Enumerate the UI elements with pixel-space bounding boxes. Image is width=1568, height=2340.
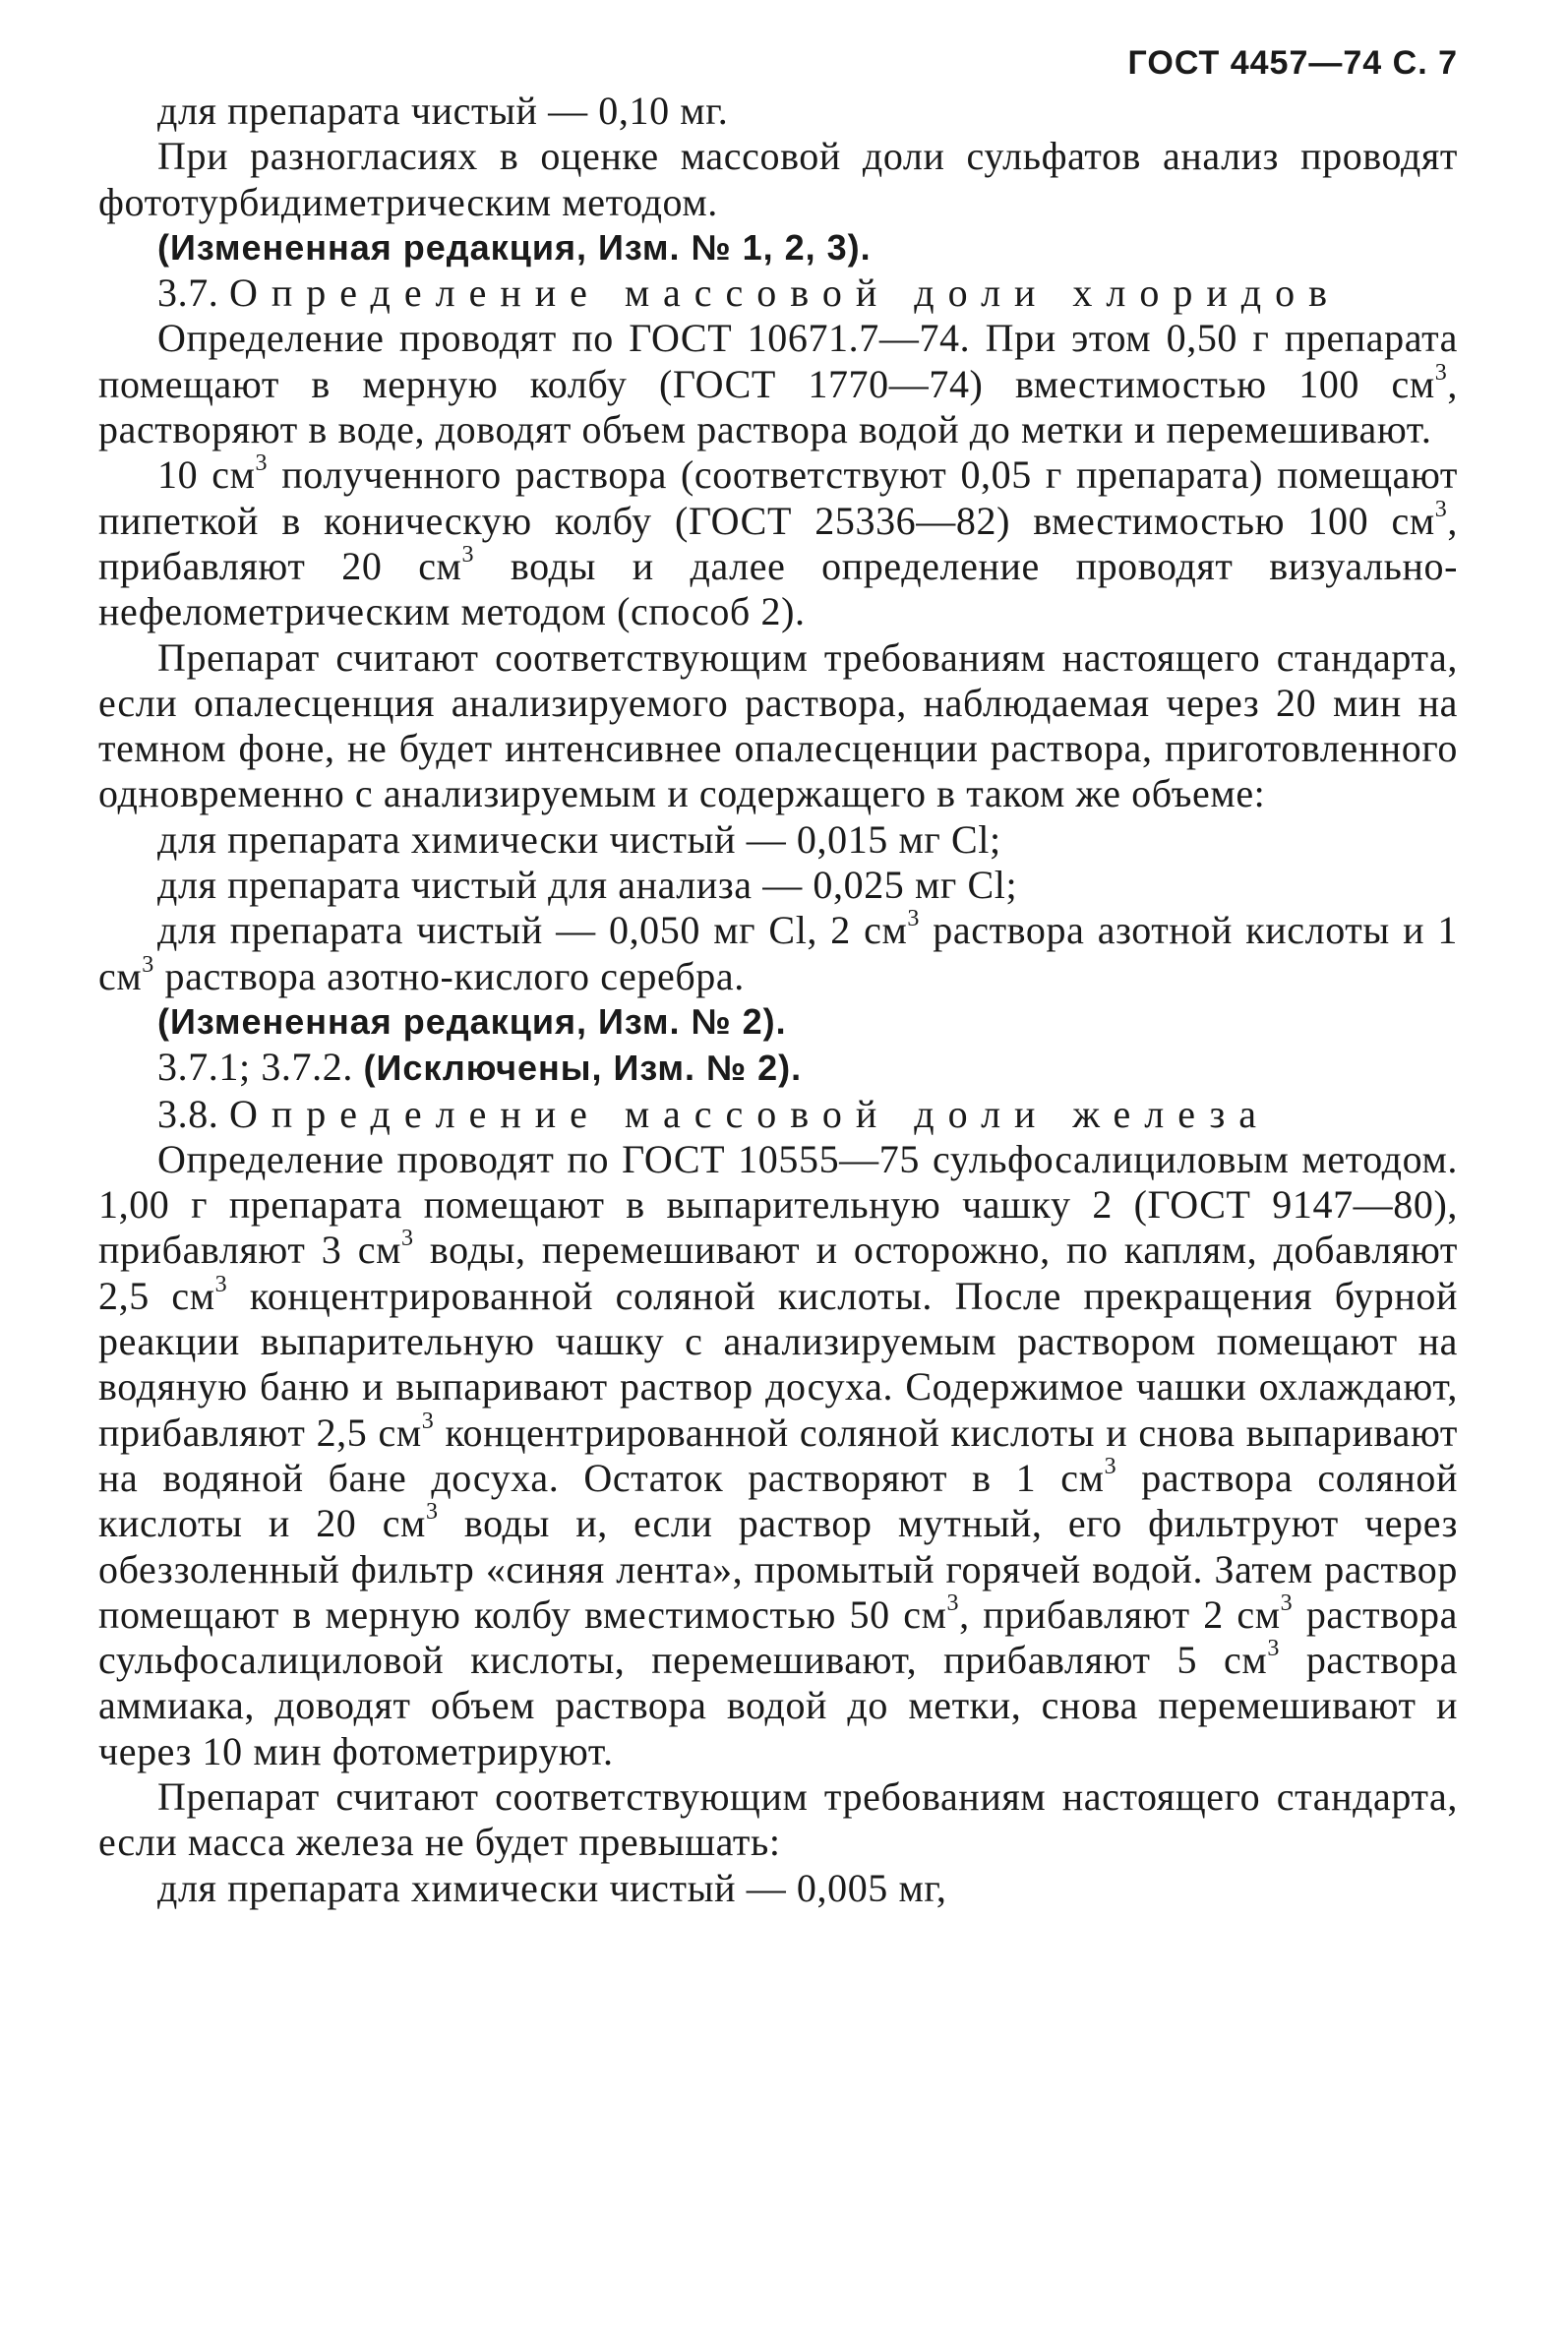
section-title: Определение массовой доли хлоридов	[229, 270, 1342, 316]
paragraph-chloride-aliquot: 10 $см^3$ полученного раствора (соответствуют 0,05 г препарата) помещают пипеткой в коническую колбу (ГОСТ 25336—82) вместимостью 100 $см^3$, прибавляют 20 $см^3$ воды и далее определение проводят визуально-нефелометрическим методом (способ 2).	[98, 450, 1458, 634]
list-item-chem-pure: для препарата химически чистый — 0,015 мг Cl;	[157, 816, 1001, 862]
section-heading-3-8	[98, 1092, 1458, 1137]
section-title: Определение массовой доли железа	[229, 1091, 1271, 1136]
excluded-clauses	[98, 1045, 1458, 1091]
excluded-note: (Исключены, Изм. № 2).	[363, 1048, 803, 1089]
list-item-pure: для препарата чистый — 0,050 мг Cl, 2 $см^3$ раствора азотной кислоты и 1 $см^3$ раствора азотно-кислого серебра.	[98, 906, 1458, 998]
page-header: ГОСТ 4457—74 С. 7	[1127, 44, 1458, 82]
paragraph-chloride-criterion: Препарат считают соответствующим требованиям настоящего стандарта, если опалесценция анализируемого раствора, наблюдаемая через 20 мин на темном фоне, не будет интенсивнее опалесценции раствора, приготовленного одновременно с анализируемым и содержащего в таком же объеме:	[98, 634, 1458, 816]
document-page	[98, 39, 1458, 1911]
paragraph-disagreement: При разногласиях в оценке массовой доли сульфатов анализ проводят фототурбидиметрическим методом.	[98, 134, 1458, 224]
amendment-note-2: (Измененная редакция, Изм. № 2).	[157, 1000, 787, 1042]
paragraph-iron-criterion: Препарат считают соответствующим требованиям настоящего стандарта, если масса железа не будет превышать:	[98, 1773, 1458, 1865]
paragraph-chloride-method: Определение проводят по ГОСТ 10671.7—74. При этом 0,50 г препарата помещают в мерную колбу (ГОСТ 1770—74) вместимостью 100 $см^3$, растворяют в воде, доводят объем раствора водой до метки и перемешивают.	[98, 316, 1458, 452]
excluded-clause-numbers: 3.7.1; 3.7.2.	[157, 1045, 364, 1090]
list-item-iron-chem-pure: для препарата химически чистый — 0,005 мг,	[157, 1865, 947, 1910]
paragraph-iron-method: Определение проводят по ГОСТ 10555—75 сульфосалициловым методом. 1,00 г препарата помещают в выпарительную чашку 2 (ГОСТ 9147—80), прибавляют 3 $см^3$ воды, перемешивают и осторожно, по каплям, добавляют 2,5 $см^3$ концентрированной соляной кислоты. После прекращения бурной реакции выпарительную чашку с анализируемым раствором помещают на водяную баню и выпаривают раствор досуха. Содержимое чашки охлаждают, прибавляют 2,5 $см^3$ концентрированной соляной кислоты и снова выпаривают на водяной бане досуха. Остаток растворяют в 1 $см^3$ раствора соляной кислоты и 20 $см^3$ воды и, если раствор мутный, его фильтруют через обеззоленный фильтр «синяя лента», промытый горячей водой. Затем раствор помещают в мерную колбу вместимостью 50 $см^3$, прибавляют 2 $см^3$ раствора сульфосалициловой кислоты, перемешивают, прибавляют 5 $см^3$ раствора аммиака, доводят объем раствора водой до метки, снова перемешивают и через 10 мин фотометрируют.	[98, 1136, 1459, 1773]
paragraph-limit-pure: для препарата чистый — 0,10 мг.	[157, 89, 729, 133]
amendment-note-1: (Измененная редакция, Изм. № 1, 2, 3).	[157, 226, 872, 268]
section-heading-3-7	[98, 270, 1458, 316]
section-number: 3.8.	[157, 1091, 219, 1136]
section-number: 3.7.	[157, 270, 219, 316]
list-item-analysis-pure: для препарата чистый для анализа — 0,025 мг Cl;	[157, 863, 1018, 908]
